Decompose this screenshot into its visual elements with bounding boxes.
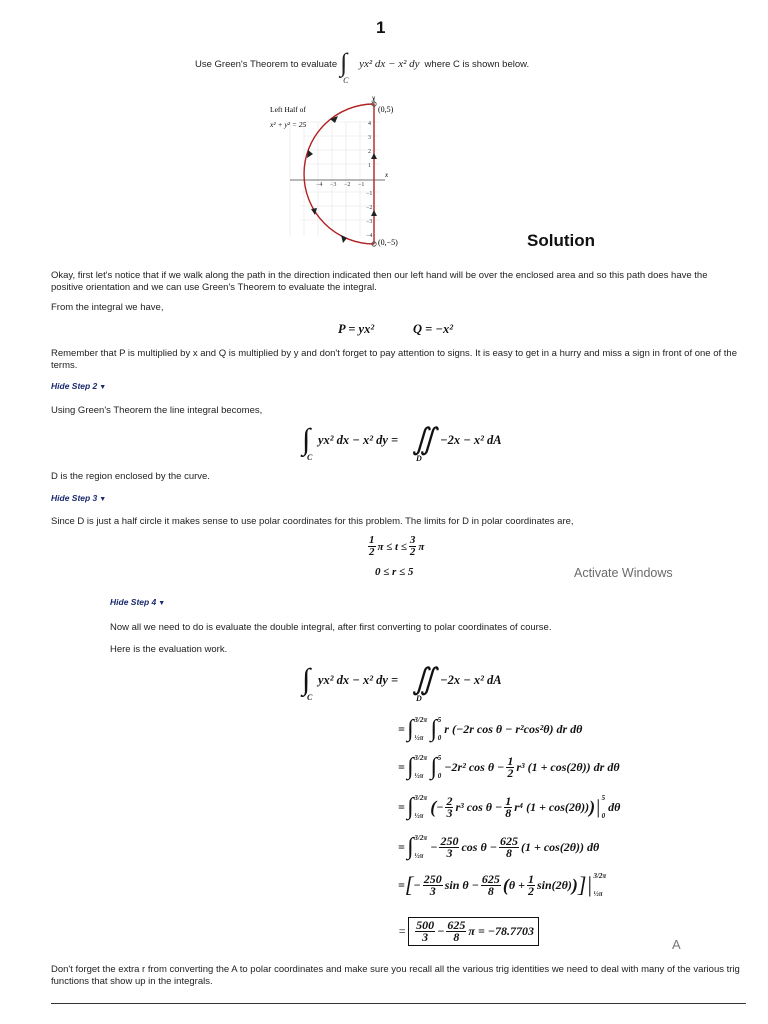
hide-step-4-label: Hide Step 4 <box>110 597 157 607</box>
work-lhs <box>302 665 532 705</box>
work-lhs-text: yx² dx − x² dy = <box>318 673 399 687</box>
y-tick-label: −2 <box>366 205 373 211</box>
y-tick-label: 1 <box>368 163 371 169</box>
y-tick-label: 4 <box>368 121 371 127</box>
y-axis-label: y <box>372 94 376 102</box>
integral-sign: ∫ <box>302 423 311 456</box>
work-line2a: −2r² cos θ − <box>444 759 505 774</box>
double-integral-sign: ∬ <box>412 423 436 456</box>
problem-after: where C is shown below. <box>424 59 530 71</box>
paragraph-evaluation-work: Here is the evaluation work. <box>110 644 228 655</box>
paragraph-polar: Since D is just a half circle it makes sense to use polar coordinates for this problem. The limits for D in polar coordinates are, <box>51 516 574 527</box>
work-line-1: = ∫ 3/2π ½π ∫ 5 0 r (−2r cos θ − r²cos²θ) dr dθ <box>398 716 583 742</box>
double-integral-sign: ∬ <box>412 663 436 696</box>
direction-arrow <box>371 153 377 159</box>
eq1-lhs: yx² dx − x² dy = <box>318 433 399 447</box>
eq1-rhs: −2x − x² dA <box>440 433 502 447</box>
hide-step-4-toggle[interactable] <box>110 597 165 607</box>
curve-graph <box>260 92 420 252</box>
curve-label-line1: Left Half of <box>270 105 306 114</box>
q-definition: Q = −x² <box>413 322 453 336</box>
caret-down-icon: ▼ <box>158 600 166 607</box>
paragraph-dont-forget: Don't forget the extra r from converting the A to polar coordinates and make sure you recall all the various trig identities we need to deal with many of the various trig functions that show up in the integrals. <box>51 964 740 987</box>
paragraph-from-integral: From the integral we have, <box>51 302 164 313</box>
paragraph-region-text: D is the region enclosed by the curve. <box>51 471 210 482</box>
top-point-label: (0,5) <box>378 105 394 114</box>
x-tick-label: −4 <box>316 182 323 188</box>
work-line5a: sin θ − <box>444 877 479 892</box>
curve-label-line2: x² + y² = 25 <box>270 120 307 129</box>
hide-step-2-label: Hide Step 2 <box>51 381 98 391</box>
solution-heading: Solution <box>527 231 595 250</box>
work-line0: −2x − x² dA <box>440 673 502 687</box>
fraction-three-halves: $\frac{3}{2}$ <box>409 534 416 558</box>
y-tick-label: 2 <box>368 149 371 155</box>
hide-step-3-toggle[interactable] <box>51 493 106 503</box>
integral-sign: ∫ <box>340 48 348 77</box>
problem-statement: Use Green's Theorem to evaluate ∫ C yx² dx − x² dy where C is shown below. <box>195 48 530 85</box>
caret-down-icon: ▼ <box>99 384 107 391</box>
fraction-one-half: $\frac{1}{2}$ <box>369 534 375 558</box>
bottom-divider <box>51 1003 746 1004</box>
work-line3a: r³ cos θ − <box>455 799 503 814</box>
x-axis-label: x <box>385 171 389 179</box>
region-subscript: D <box>416 454 422 463</box>
direction-arrow <box>341 235 347 243</box>
paragraph-region <box>51 471 210 483</box>
hide-step-3-label: Hide Step 3 <box>51 493 98 503</box>
contour-subscript: C <box>307 693 313 702</box>
theta-limit-text: π ≤ t ≤ <box>377 540 407 553</box>
y-tick-label: 3 <box>368 135 371 141</box>
region-subscript: D <box>416 694 422 703</box>
caret-down-icon: ▼ <box>99 496 107 503</box>
y-tick-label: −4 <box>366 233 373 239</box>
work-line4a: cos θ − <box>461 839 497 854</box>
semicircle-curve <box>304 104 374 244</box>
bottom-point-label: (0,−5) <box>378 238 398 247</box>
x-tick-label: −1 <box>358 182 365 188</box>
work-line5b: sin(2θ) <box>536 877 572 892</box>
final-answer-row: = $\frac{500}{3}$ − $\frac{625}{8}$ π = −78.7703 <box>398 917 539 946</box>
paragraph-greens-theorem: Using Green's Theorem the line integral becomes, <box>51 405 263 416</box>
work-line-4: = ∫ 3/2π ½π − $\frac{250}{3}$ cos θ − $\frac{625}{8}$ (1 + cos(2θ)) dθ <box>398 833 600 860</box>
work-line-3: = ∫ 3/2π ½π ( − $\frac{2}{3}$ r³ cos θ − $\frac{1}{8}$ r⁴ (1 + cos(2θ)) ) | 5 0 dθ <box>398 793 621 820</box>
theta-limits: $\frac{1}{2}$ π ≤ t ≤ $\frac{3}{2}$ π <box>369 534 425 558</box>
y-tick-label: −3 <box>366 219 373 225</box>
greens-theorem-equation <box>302 425 522 465</box>
problem-before: Use Green's Theorem to evaluate <box>195 59 338 71</box>
final-answer-box: $\frac{500}{3}$ − $\frac{625}{8}$ π = −78.7703 <box>408 917 539 946</box>
p-definition: P = yx² <box>338 322 375 336</box>
work-line4b: (1 + cos(2θ)) dθ <box>520 839 600 854</box>
direction-arrow <box>307 150 313 158</box>
page-number: 1 <box>376 18 386 37</box>
paragraph-evaluate: Now all we need to do is evaluate the double integral, after first converting to polar coordinates of course. <box>110 622 552 633</box>
work-line-2: = ∫ 3/2π ½π ∫ 5 0 −2r² cos θ − $\frac{1}{2}$ r³ (1 + cos(2θ)) dr dθ <box>398 753 620 780</box>
r-limits: 0 ≤ r ≤ 5 <box>375 566 414 578</box>
contour-subscript: C <box>307 453 313 462</box>
final-answer-text: π = −78.7703 <box>468 924 535 938</box>
work-line3b: r⁴ (1 + cos(2θ)) <box>514 799 590 814</box>
hide-step-2-toggle[interactable] <box>51 381 106 391</box>
integral-sign: ∫ <box>302 663 311 696</box>
activate-windows-watermark: Activate Windows <box>574 566 673 580</box>
x-tick-labels <box>316 182 364 188</box>
stray-letter-mark: A <box>672 937 681 952</box>
x-tick-label: −3 <box>330 182 337 188</box>
problem-integrand: yx² dx − x² dy <box>359 58 420 71</box>
work-line2b: r³ (1 + cos(2θ)) dr dθ <box>516 759 620 774</box>
work-line-5: = [ − $\frac{250}{3}$ sin θ − $\frac{625}{8}$ ( θ + $\frac{1}{2}$ sin(2θ) ) ]| 3/2π ½π <box>398 871 607 898</box>
paragraph-remember: Remember that P is multiplied by x and Q is multiplied by y and don't forget to pay attention to signs. It is easy to get in a hurry and miss a sign in front of one of the terms. <box>51 348 737 371</box>
paragraph-orientation: Okay, first let's notice that if we walk along the path in the direction indicated then our left hand will be over the enclosed area and so this path does have the positive orientation and we can use Green's Theorem to evaluate the integral. <box>51 270 708 293</box>
x-tick-label: −2 <box>344 182 351 188</box>
y-tick-label: −1 <box>366 191 373 197</box>
work-line1-text: r (−2r cos θ − r²cos²θ) dr dθ <box>444 721 583 736</box>
